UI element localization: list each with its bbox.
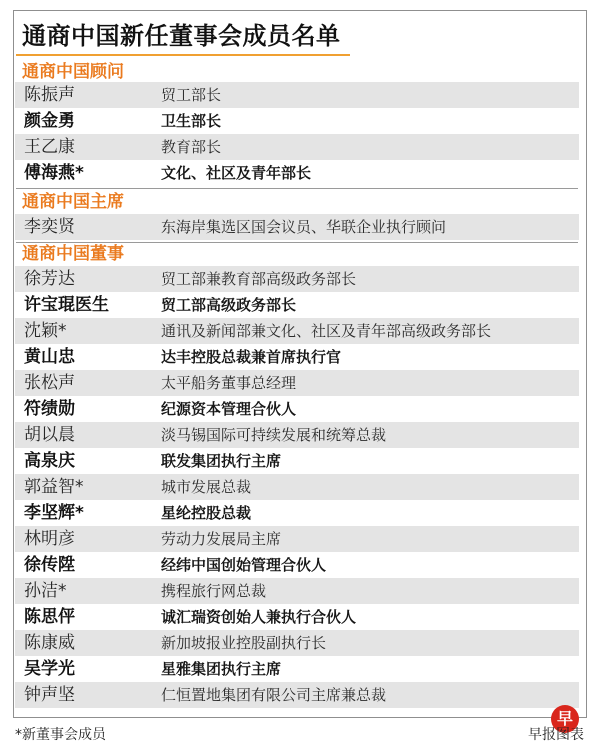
member-name: 林明彦 xyxy=(24,529,75,549)
table-row xyxy=(15,160,579,186)
member-name: 胡以晨 xyxy=(24,425,75,445)
member-name: 陈振声 xyxy=(24,85,75,105)
member-name: 李坚辉* xyxy=(24,503,84,523)
table-row xyxy=(15,370,579,396)
title-underline xyxy=(16,54,350,56)
member-name: 吴学光 xyxy=(24,659,75,679)
table-row xyxy=(15,656,579,682)
member-role: 经纬中国创始管理合伙人 xyxy=(161,556,327,574)
table-row xyxy=(15,318,579,344)
table-row xyxy=(15,134,579,160)
member-role: 太平船务董事总经理 xyxy=(161,374,297,392)
member-role: 劳动力发展局主席 xyxy=(161,530,282,548)
member-role: 贸工部高级政务部长 xyxy=(161,296,297,314)
member-role: 东海岸集选区国会议员、华联企业执行顾问 xyxy=(161,218,447,236)
member-role: 星纶控股总裁 xyxy=(161,504,252,522)
table-row xyxy=(15,82,579,108)
member-name: 黄山忠 xyxy=(24,347,75,367)
table-row xyxy=(15,396,579,422)
member-role: 淡马锡国际可持续发展和统筹总裁 xyxy=(161,426,387,444)
table-row xyxy=(15,604,579,630)
member-name: 傅海燕* xyxy=(24,163,84,183)
member-role: 教育部长 xyxy=(161,138,222,156)
member-name: 沈颖* xyxy=(24,321,67,341)
table-row xyxy=(15,292,579,318)
member-role: 诚汇瑞资创始人兼执行合伙人 xyxy=(161,608,357,626)
table-row xyxy=(15,422,579,448)
table-row xyxy=(15,526,579,552)
table-row xyxy=(15,578,579,604)
member-role: 仁恒置地集团有限公司主席兼总裁 xyxy=(161,686,387,704)
section-divider xyxy=(16,188,578,189)
table-row xyxy=(15,500,579,526)
member-role: 文化、社区及青年部长 xyxy=(161,164,312,182)
table-row xyxy=(15,630,579,656)
member-name: 徐传陞 xyxy=(24,555,75,575)
member-name: 李奕贤 xyxy=(24,217,75,237)
section-heading-directors: 通商中国董事 xyxy=(22,244,124,264)
source-credit: 早报图表 xyxy=(528,727,584,743)
footnote-new-members: *新董事会成员 xyxy=(15,727,106,743)
table-row xyxy=(15,214,579,240)
member-name: 高泉庆 xyxy=(24,451,75,471)
table-row xyxy=(15,682,579,708)
member-name: 陈思伻 xyxy=(24,607,75,627)
member-role: 通讯及新闻部兼文化、社区及青年部高级政务部长 xyxy=(161,322,492,340)
member-role: 新加坡报业控股副执行长 xyxy=(161,634,327,652)
table-row xyxy=(15,108,579,134)
table-row xyxy=(15,448,579,474)
member-name: 颜金勇 xyxy=(24,111,75,131)
member-name: 陈康威 xyxy=(24,633,75,653)
member-name: 钟声坚 xyxy=(24,685,75,705)
member-role: 卫生部长 xyxy=(161,112,222,130)
section-heading-advisors: 通商中国顾问 xyxy=(22,62,124,82)
member-role: 纪源资本管理合伙人 xyxy=(161,400,297,418)
member-name: 张松声 xyxy=(24,373,75,393)
table-row xyxy=(15,344,579,370)
member-role: 星雅集团执行主席 xyxy=(161,660,282,678)
member-role: 携程旅行网总裁 xyxy=(161,582,267,600)
member-name: 王乙康 xyxy=(24,137,75,157)
member-role: 联发集团执行主席 xyxy=(161,452,282,470)
table-row xyxy=(15,552,579,578)
member-name: 徐芳达 xyxy=(24,269,75,289)
member-role: 城市发展总裁 xyxy=(161,478,252,496)
member-name: 孙洁* xyxy=(24,581,67,601)
member-name: 许宝琨医生 xyxy=(24,295,109,315)
member-role: 贸工部兼教育部高级政务部长 xyxy=(161,270,357,288)
zaobao-logo-icon: 早 xyxy=(551,705,579,733)
page-title: 通商中国新任董事会成员名单 xyxy=(22,22,341,50)
member-role: 贸工部长 xyxy=(161,86,222,104)
table-row xyxy=(15,474,579,500)
member-role: 达丰控股总裁兼首席执行官 xyxy=(161,348,342,366)
member-name: 郭益智* xyxy=(24,477,84,497)
table-row xyxy=(15,266,579,292)
section-heading-chairman: 通商中国主席 xyxy=(22,192,124,212)
member-name: 符绩勋 xyxy=(24,399,75,419)
